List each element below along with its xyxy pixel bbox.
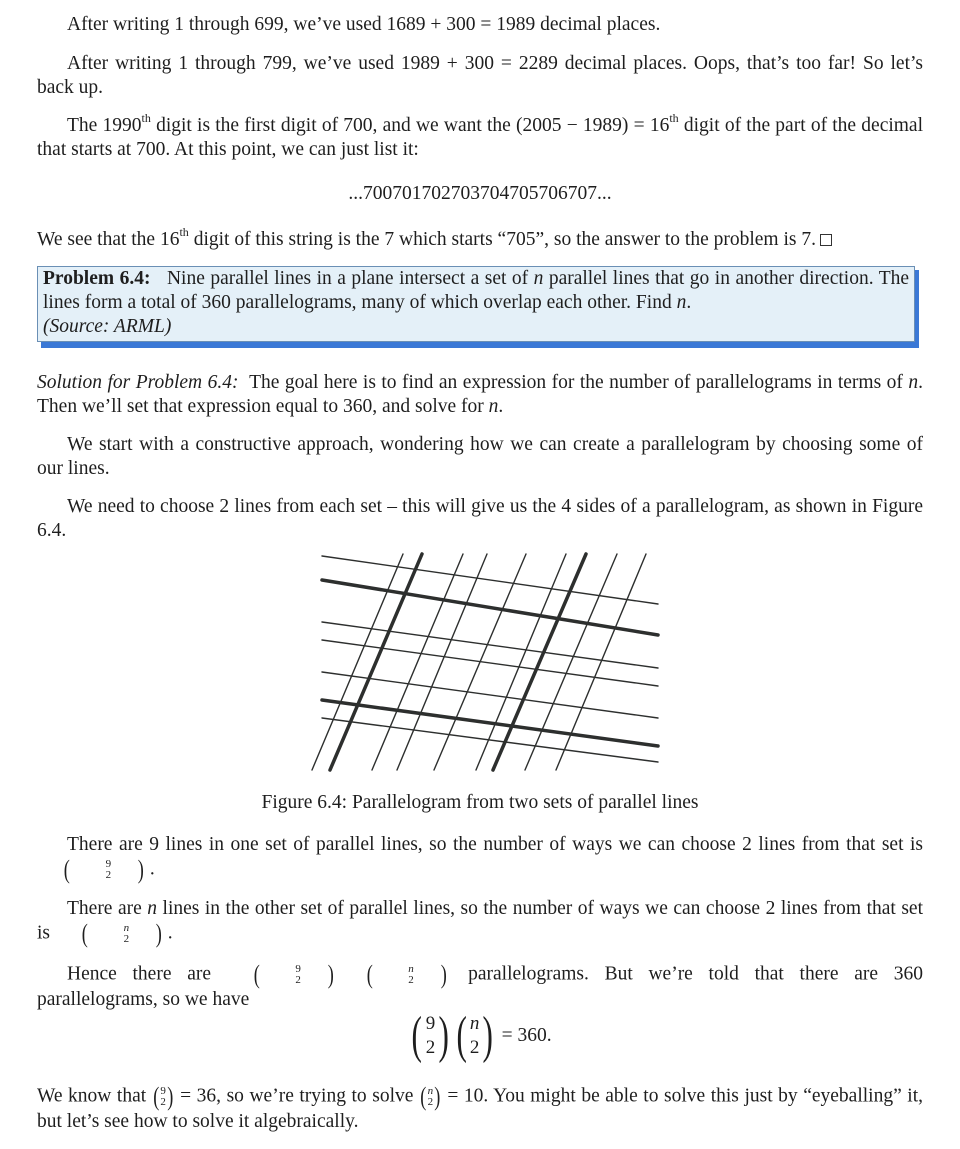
binom-top: n bbox=[123, 922, 130, 934]
text: Hence there are bbox=[67, 963, 227, 985]
binomial-9-choose-2: ( 9 2 ) bbox=[411, 1007, 450, 1064]
text: = 36, so we’re trying to solve bbox=[174, 1085, 419, 1107]
text: There are bbox=[67, 898, 148, 919]
text: The 1990 bbox=[67, 115, 142, 136]
text: We know that bbox=[37, 1085, 152, 1107]
text: . bbox=[498, 396, 504, 417]
paragraph-4 bbox=[37, 224, 923, 252]
binomial-n-choose-2: ( n 2 ) bbox=[81, 919, 162, 948]
solution-paragraph-2: We start with a constructive approach, wondering how we can create a parallelogram by choosing some of our lines. bbox=[37, 434, 923, 479]
digit-string: ...700701702703704705706707... bbox=[348, 183, 612, 204]
highlighted-horizontal-line bbox=[322, 700, 658, 746]
text: parallel lines that go in another direction. The lines form a total of 360 parallelograms, many of which overlap each other. Find bbox=[43, 268, 910, 313]
binom-bottom: 2 bbox=[105, 869, 112, 881]
slanted-line bbox=[372, 554, 463, 770]
horizontal-line bbox=[322, 556, 658, 604]
variable-n: n bbox=[908, 372, 919, 393]
binomial-9-choose-2: ( 9 2 ) bbox=[253, 960, 334, 989]
binom-top: 9 bbox=[105, 858, 112, 870]
problem-source: (Source: ARML) bbox=[43, 316, 172, 337]
variable-n: n bbox=[676, 292, 687, 313]
variable-n: n bbox=[488, 396, 499, 417]
problem-text bbox=[43, 267, 909, 339]
binomial-n-choose-2: ( n 2 ) bbox=[366, 960, 447, 989]
text: . bbox=[686, 292, 692, 313]
binom-bottom: 2 bbox=[427, 1096, 434, 1108]
binom-bottom: 2 bbox=[123, 933, 130, 945]
slanted-line bbox=[476, 554, 566, 770]
text: We see that the 16 bbox=[37, 229, 180, 250]
superscript: th bbox=[179, 224, 189, 239]
text: Nine parallel lines in a plane intersect a set of bbox=[166, 268, 534, 289]
binomial-n-choose-2: ( n 2 ) bbox=[420, 1082, 441, 1111]
binomial-9-choose-2: ( 9 2 ) bbox=[63, 855, 145, 884]
text: digit of this string is the 7 which starts “705”, so the answer to the problem is 7. bbox=[188, 229, 816, 250]
text: digit is the first digit of 700, and we want the (2005 − 1989) = 16 bbox=[150, 115, 670, 136]
binom-top: 9 bbox=[160, 1085, 166, 1097]
binom-top: n bbox=[469, 1013, 480, 1034]
highlighted-slanted-line bbox=[330, 554, 422, 770]
variable-n: n bbox=[147, 898, 158, 919]
solution-paragraph-3: We need to choose 2 lines from each set – this will give us the 4 sides of a parallelogram, as shown in Figure 6.4. bbox=[37, 496, 923, 541]
binom-bottom: 2 bbox=[425, 1037, 436, 1058]
binom-bottom: 2 bbox=[408, 974, 414, 986]
binom-top: n bbox=[408, 963, 414, 975]
slanted-line bbox=[434, 554, 526, 770]
text: = 10. You might be able to solve this just by “eyeballing” it, but let’s see how to solve it algebraically. bbox=[37, 1085, 923, 1132]
solution-paragraph-5 bbox=[37, 897, 923, 947]
parallel-lines-figure bbox=[300, 548, 660, 773]
variable-n: n bbox=[533, 268, 544, 289]
solution-paragraph-4 bbox=[37, 833, 923, 883]
solution-paragraph-6 bbox=[37, 962, 923, 1012]
paragraph-2: After writing 1 through 799, we’ve used 1989 + 300 = 2289 decimal places. Oops, that’s too far! So let’s back up. bbox=[37, 53, 923, 98]
text: . bbox=[167, 922, 173, 944]
problem-label: Problem 6.4: bbox=[43, 268, 151, 289]
superscript: th bbox=[141, 110, 151, 125]
text: lines in the other set of parallel lines, so the number of ways we can choose 2 lines from that set is bbox=[37, 898, 923, 944]
text: The goal here is to find an expression for the number of parallelograms in terms of bbox=[249, 372, 909, 393]
binomial-9-choose-2: ( 9 2 ) bbox=[153, 1082, 174, 1111]
solution-label: Solution for Problem 6.4: bbox=[37, 372, 239, 393]
binom-top: 9 bbox=[425, 1013, 436, 1034]
text: digit of the part of the decimal that starts at 700. At this point, we can just list it: bbox=[37, 115, 924, 160]
binom-top: 9 bbox=[295, 963, 301, 975]
binom-bottom: 2 bbox=[469, 1037, 480, 1058]
solution-paragraph-1 bbox=[37, 371, 923, 419]
figure-caption: Figure 6.4: Parallelogram from two sets of parallel lines bbox=[261, 792, 699, 813]
binom-top: n bbox=[427, 1085, 434, 1097]
binom-bottom: 2 bbox=[295, 974, 301, 986]
text: . bbox=[149, 858, 155, 880]
binom-bottom: 2 bbox=[160, 1096, 166, 1108]
display-equation bbox=[0, 1007, 960, 1064]
superscript: th bbox=[669, 110, 679, 125]
solution-paragraph-7 bbox=[37, 1084, 923, 1134]
paragraph-1: After writing 1 through 699, we’ve used 1689 + 300 = 1989 decimal places. bbox=[67, 14, 661, 35]
equation-rhs: = 360. bbox=[501, 1025, 552, 1046]
qed-square-icon bbox=[820, 234, 832, 246]
text: There are 9 lines in one set of parallel lines, so the number of ways we can choose 2 lines from that set is bbox=[67, 834, 923, 855]
text: parallelograms. But we’re told that there are 360 parallelograms, so we have bbox=[37, 963, 923, 1010]
paragraph-3 bbox=[37, 110, 924, 162]
binomial-n-choose-2: ( n 2 ) bbox=[456, 1007, 494, 1064]
text: . Then we’ll set that expression equal to 360, and solve for bbox=[37, 372, 923, 417]
